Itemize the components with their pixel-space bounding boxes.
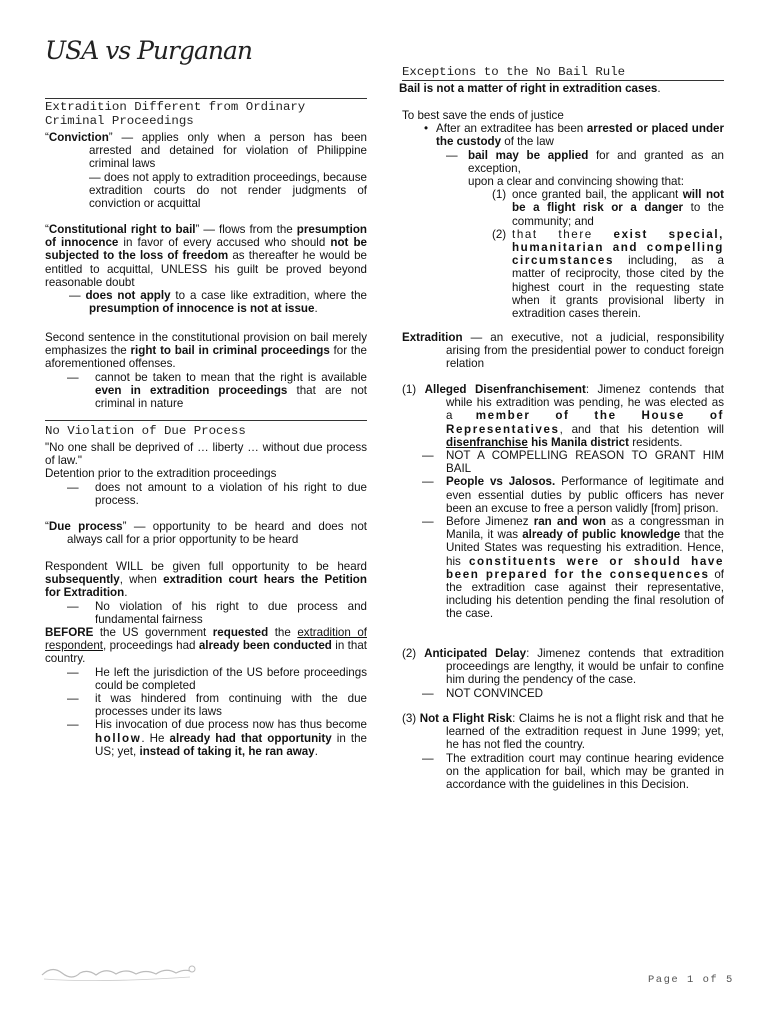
argument-1: (1) Alleged Disenfranchisement: Jimenez contends that while his extradition was pending, he was elected as a member of the House of Representatives, and that his detention will disenfranchise his Manila district residents. — NOT A COMPELLING REASON TO GRANT HIM BAIL — People vs Jalosos. Performance of legitimate and even essential duties by public officers has never been an excuse to free a person validly [from] prison. — Before Jimenez ran and won as a congressman in Manila, it was already of public knowledge that the United States was requesting his extradition. Hence, his constituents were or should have been prepared for the consequences of the extradition case against their representative, including his detention pending the final resolution of the case. [402,383,725,621]
document-title: USA vs Purganan [45,36,252,65]
dash: — [422,751,434,765]
argument-3: (3) Not a Flight Risk: Claims he is not a flight risk and that he learned of the extradition request in June 1999; yet, he has not fled the country. — The extradition court may continue hearing evidence on the application for bail, which may be granted in accordance with the guidelines in this Decision. [402,712,725,792]
conviction-block: “Conviction” — applies only when a person has been arrested and detained for violation of Philippine criminal laws — does not apply to extradition proceedings, because extradition courts do not render judgments of conviction or acquittal [45,131,367,211]
section-heading: Extradition Different from Ordinary Criminal Proceedings [45,100,306,128]
dash: — [67,665,79,679]
term: Conviction [48,131,109,144]
exceptions-block: To best save the ends of justice • After an extraditee has been arrested or placed under the custody of the law — bail may be applied for and granted as an exception, upon a clear and convincing showing that: (1) once granted bail, the applicant will not be a flight risk or a danger to the community; and (2) that there exist special, humanitarian and compelling circumstances including, as a matter of reciprocity, those cited by the highest court in the requesting state when it grants provisional liberty in extradition cases therein. [402,109,724,321]
extradition-def: Extradition — an executive, not a judicial, responsibility arising from the presidential power to conduct foreign relation [402,331,724,371]
section-heading: No Violation of Due Process [45,424,246,438]
term: Extradition [402,331,463,344]
dash: — [67,599,79,613]
definition: — applies only when a person has been arrested and detained for violation of Philippine criminal laws [89,131,367,171]
section-rule [402,80,724,81]
respondent-block: Respondent WILL be given full opportunity to be heard subsequently, when extradition court hears the Petition for Extradition. — No violation of his right to due process and fundamental fairness [45,560,367,626]
argument-2: (2) Anticipated Delay: Jimenez contends that extradition proceedings are lengthy, it would be unfair to confine him during the pendency of the case. — NOT CONVINCED [402,647,724,700]
before-block: BEFORE the US government requested the extradition of respondent, proceedings had already been conducted in that country. — He left the jurisdiction of the US before proceedings could be completed — it was hindered from continuing with the due processes under its laws — His invocation of due process now has thus become hollow. He already had that opportunity in the US; yet, instead of taking it, he ran away. [45,626,368,758]
bail-block: “Constitutional right to bail” — flows from the presumption of innocence in favor of every accused who should not be subjected to the loss of freedom as thereafter he would be entitled to acquittal, UNLESS his guilt be proved beyond reasonable doubt — does not apply to a case like extradition, where the presumption of innocence is not at issue. [45,223,368,316]
dash: — [67,370,79,384]
dash: — [422,686,434,700]
due-process-quote: "No one shall be deprived of … liberty … without due process of law." Detention prior to the extradition proceedings — does not amount to a violation of his right to due process. [45,441,367,507]
dash: — [67,718,79,732]
due-process-def: “Due process” — opportunity to be heard and does not always call for a prior opportunity to be heard [45,520,367,547]
dash: — [69,289,81,303]
second-sentence-block: Second sentence in the constitutional provision on bail merely emphasizes the right to bail in criminal proceedings for the aforementioned offenses. — cannot be taken to mean that the right is available even in extradition proceedings that are not criminal in nature [45,331,367,411]
section-rule [45,98,367,99]
dash: — [67,692,79,706]
dash: — [422,515,434,529]
dash: — [422,475,434,489]
bullet-icon: • [424,122,429,136]
section-subheading: Bail is not a matter of right in extradition cases. [399,82,661,95]
term: Due process [48,520,123,533]
dash: — [422,449,434,463]
dash: — [67,480,79,494]
signature-watermark [40,957,200,990]
section-rule [45,420,367,421]
section-heading: Exceptions to the No Bail Rule [402,65,626,79]
dash: — [446,148,458,162]
term: Constitutional right to bail [48,223,196,236]
page-number: Page 1 of 5 [648,974,734,986]
dash-note: — does not apply to extradition proceedings, because extradition courts do not render judgments of conviction or acquittal [89,170,367,211]
